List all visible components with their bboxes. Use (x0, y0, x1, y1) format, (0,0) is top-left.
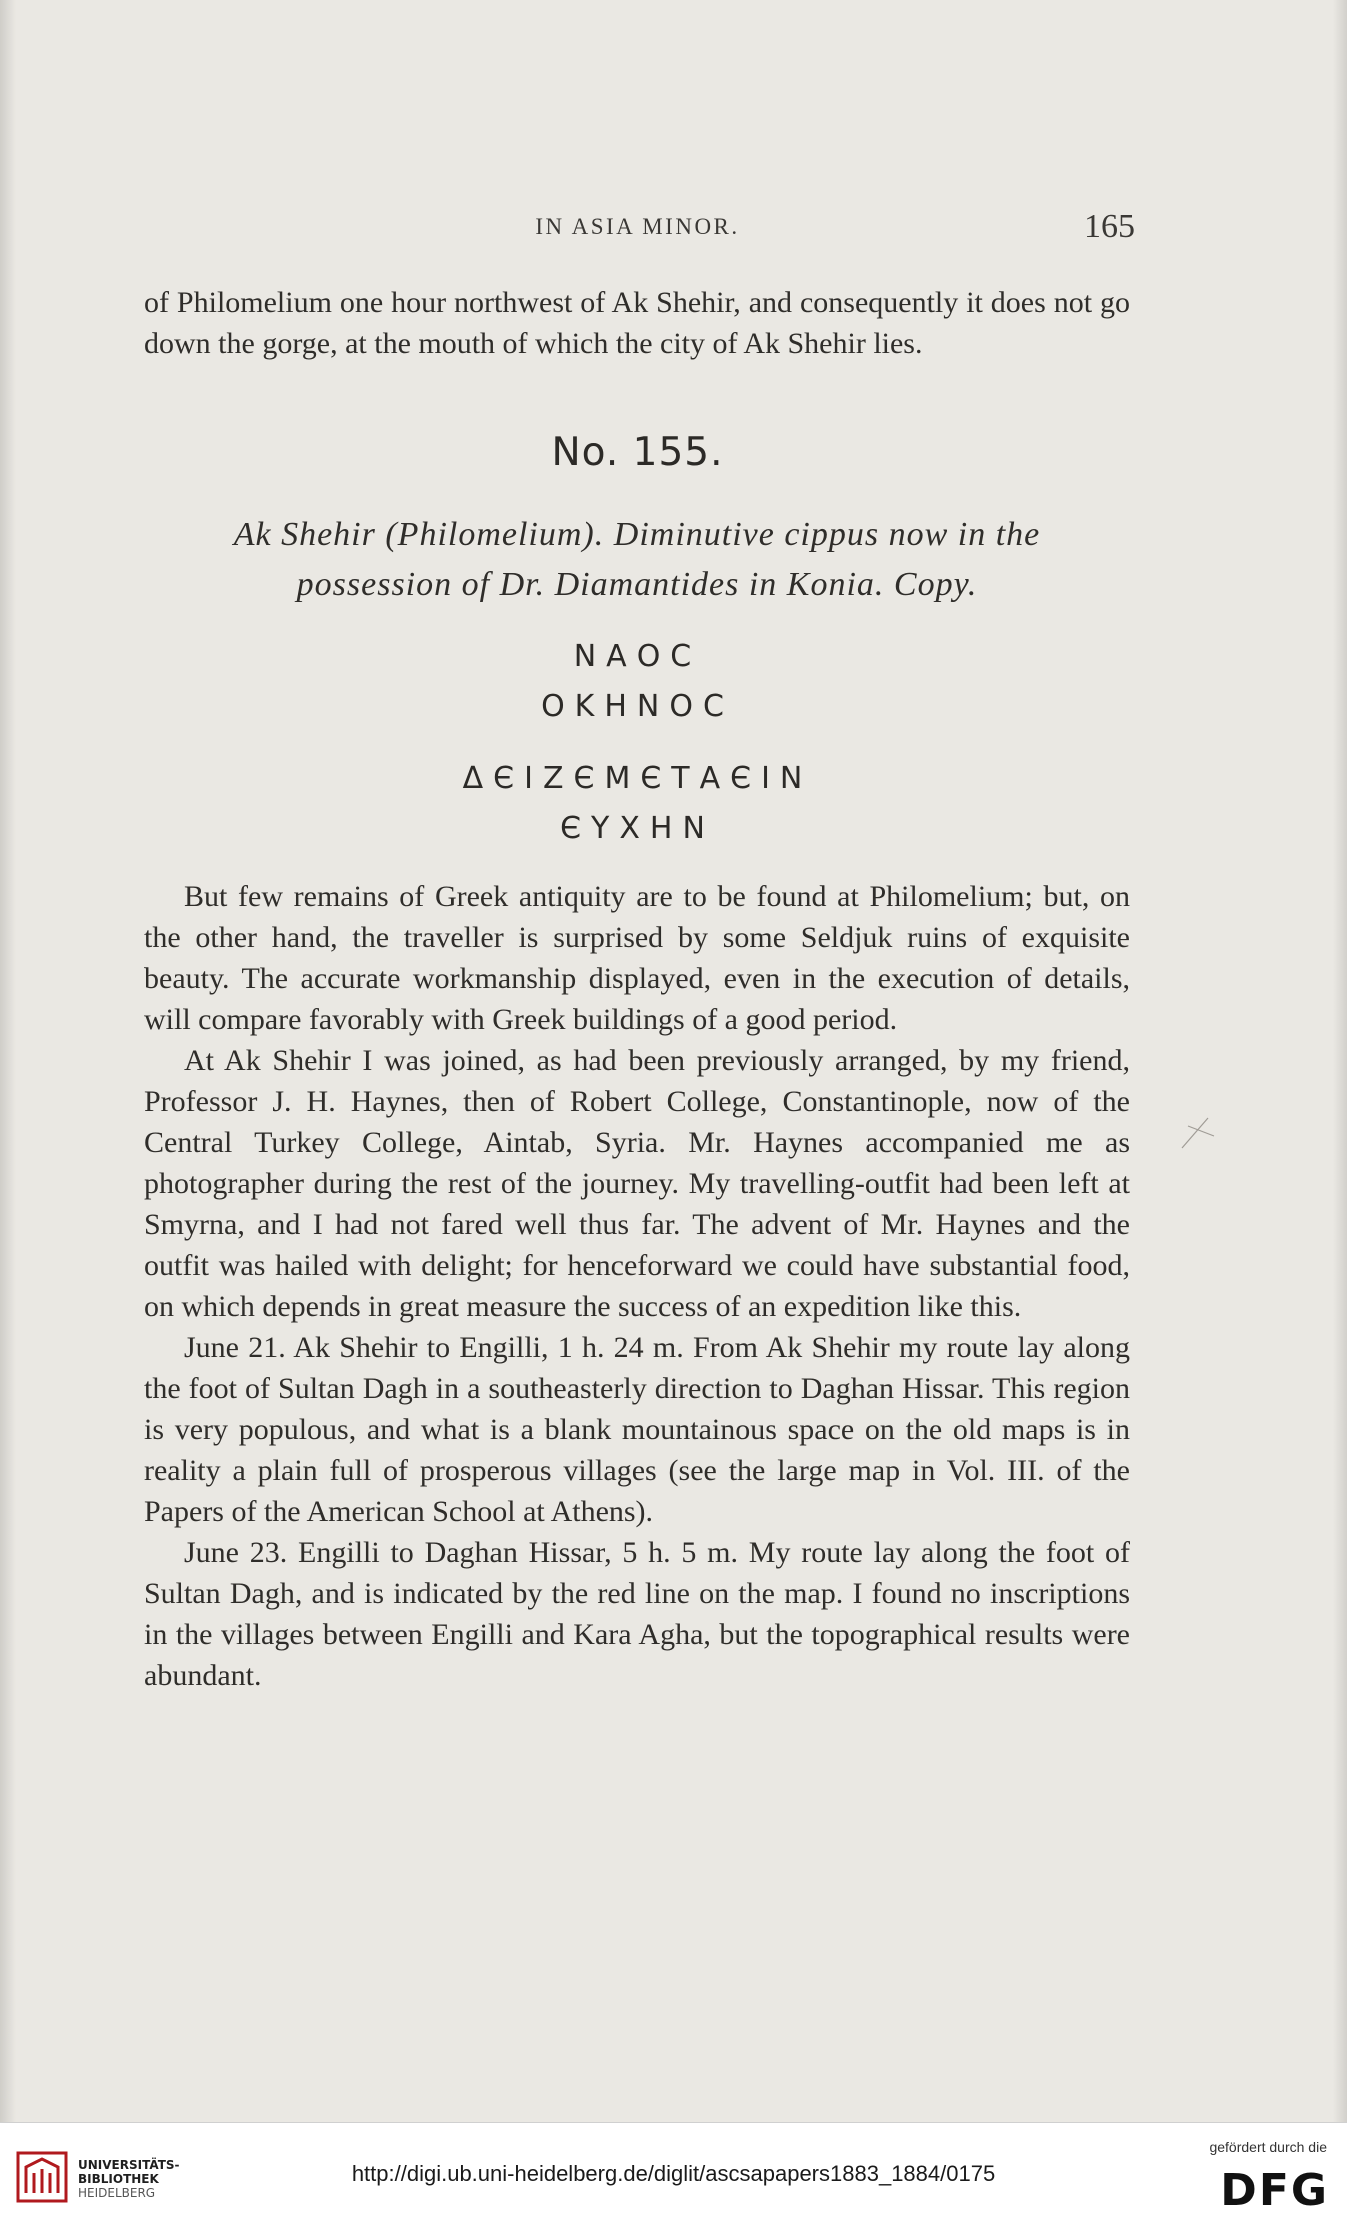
page-edge-left (0, 0, 16, 2122)
inscription-line-1: ΝΑΟC (573, 639, 702, 674)
inscription-line-3: ΔЄΙΖЄΜЄΤΑЄΙΝ (462, 761, 813, 796)
page-edge-right (1333, 0, 1347, 2122)
library-name-line-1: UNIVERSITÄTS- (78, 2158, 180, 2172)
caption-line-2: possession of Dr. Diamantides in Konia. Copy. (296, 566, 978, 603)
caption-line-1: Ak Shehir (Philomelium). Diminutive cippus now in the (233, 516, 1041, 553)
digitization-footer (0, 2122, 1347, 2229)
paragraph-haynes: At Ak Shehir I was joined, as had been previously arranged, by my friend, Professor J. H. Haynes, then of Robert College, Constantinople, now of the Central Turkey College, Aintab, Syria. Mr. Haynes accompanied me as photographer during the rest of the journey. My travelling-outfit had been left at Smyrna, and I had not fared well thus far. The advent of Mr. Haynes and the outfit was hailed with delight; for henceforward we could have substantial food, on which depends in great measure the success of an expedition like this. (144, 1044, 1130, 1323)
inscription-gap (140, 732, 1135, 754)
inscription-caption (144, 510, 1130, 610)
inscription-line-4: ЄΥΧΗΝ (560, 811, 715, 846)
paragraph-greek-remains: But few remains of Greek antiquity are to be found at Philomelium; but, on the other hand, the traveller is surprised by some Seldjuk ruins of exquisite beauty. The accurate workmanship displayed, even in the execution of details, will compare favorably with Greek buildings of a good period. (144, 880, 1130, 1036)
intro-paragraph (144, 282, 1130, 364)
dfg-logo: DFG (1220, 2165, 1329, 2216)
running-head-title: IN ASIA MINOR. (535, 214, 740, 239)
sponsor-note: gefördert durch die (1209, 2139, 1327, 2155)
permalink-url[interactable]: http://digi.ub.uni-heidelberg.de/diglit/ascsapapers1883_1884/0175 (351, 2161, 996, 2186)
page-number: 165 (1084, 208, 1135, 245)
greek-inscription (140, 632, 1135, 854)
pencil-margin-mark-icon (1178, 1112, 1218, 1152)
running-head (140, 208, 1135, 252)
intro-text: of Philomelium one hour northwest of Ak Shehir, and consequently it does not go down the gorge, at the mouth of which the city of Ak Shehir lies. (144, 286, 1130, 360)
inscription-number-heading: No. 155. (551, 430, 724, 475)
paragraph-june-23: June 23. Engilli to Daghan Hissar, 5 h. 5 m. My route lay along the foot of Sultan Dagh, and is indicated by the red line on the map. I found no inscriptions in the villages between Engilli and Kara Agha, but the topographical results were abundant. (144, 1536, 1130, 1692)
paragraph-june-21: June 21. Ak Shehir to Engilli, 1 h. 24 m. From Ak Shehir my route lay along the foot of Sultan Dagh in a southeasterly direction to Daghan Hissar. This region is very populous, and what is a blank mountainous space on the old maps is in reality a plain full of prosperous villages (see the large map in Vol. III. of the Papers of the American School at Athens). (144, 1331, 1130, 1528)
body-text (144, 876, 1130, 1696)
library-name-line-3: HEIDELBERG (78, 2186, 156, 2200)
library-name-line-2: BIBLIOTHEK (78, 2172, 159, 2186)
inscription-line-2: ΟΚΗΝΟC (541, 689, 734, 724)
